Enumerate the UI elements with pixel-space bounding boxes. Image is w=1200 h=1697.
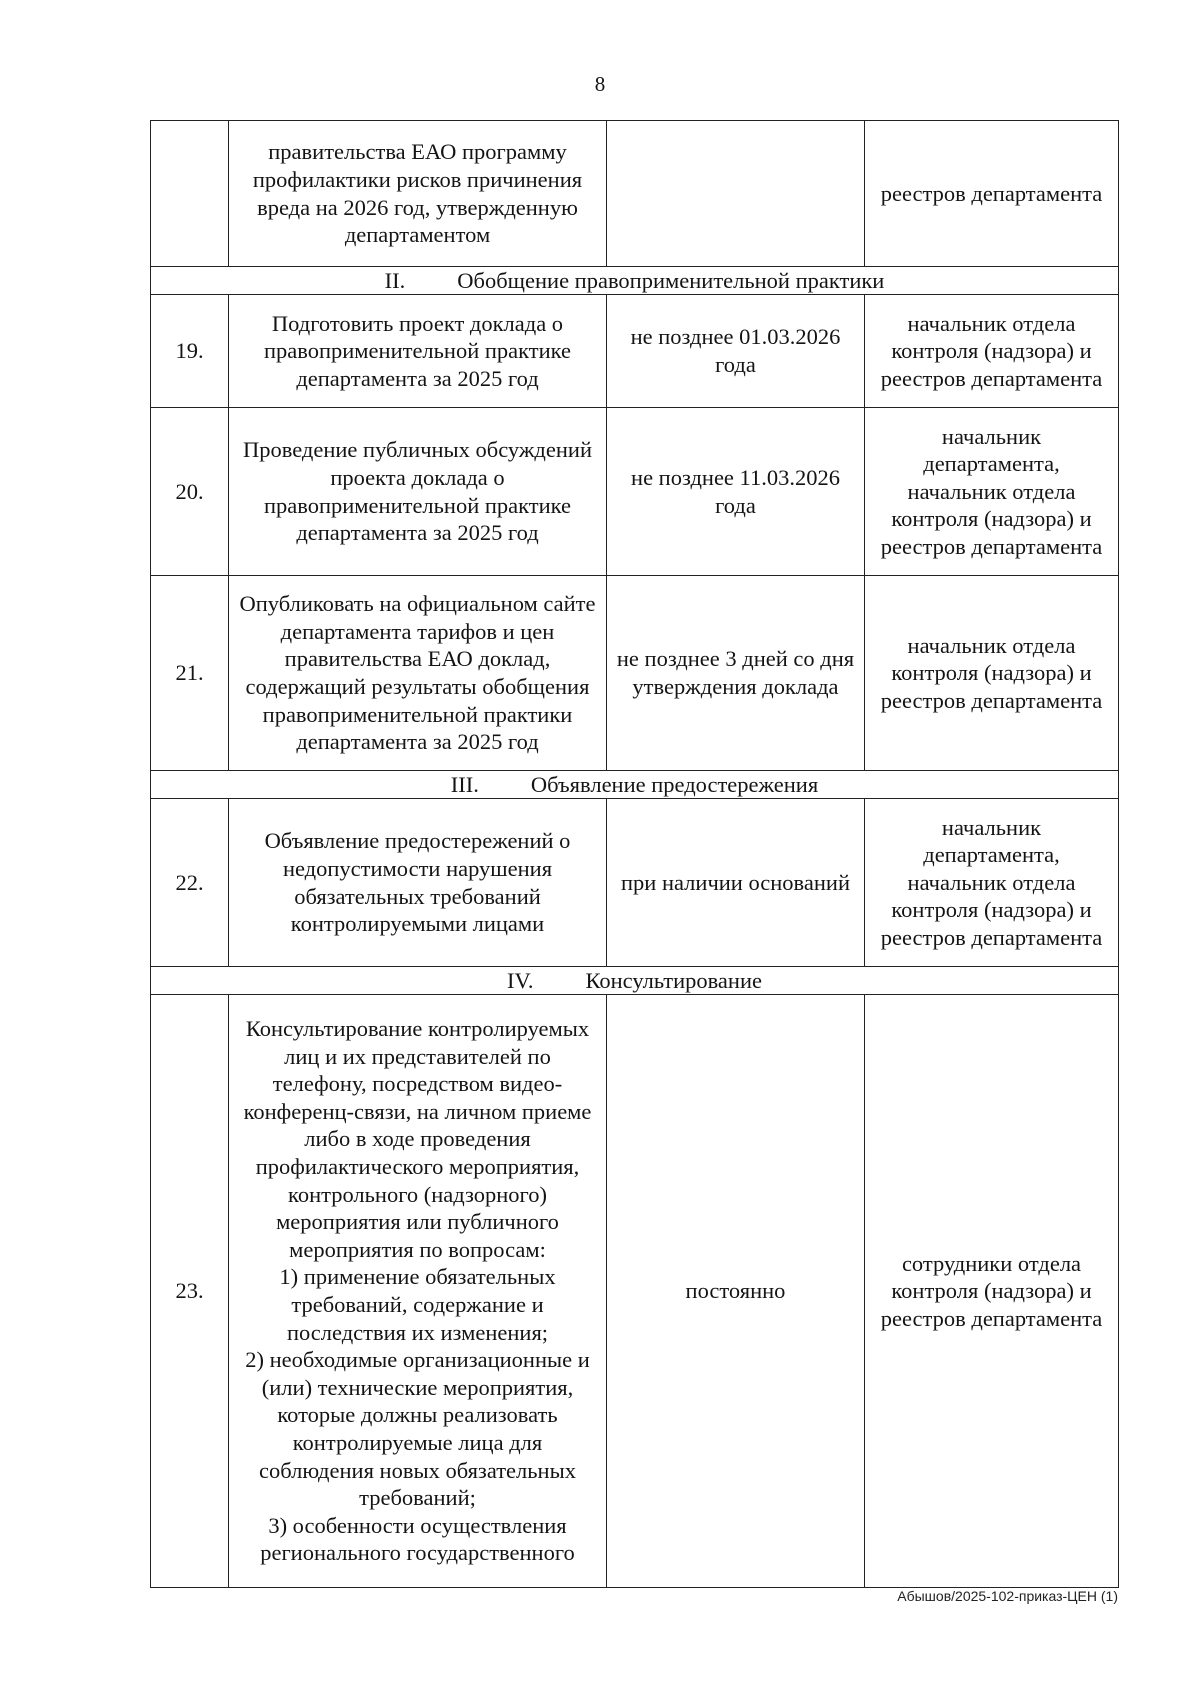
deadline-cell: не позднее 11.03.2026 года — [607, 408, 865, 576]
section-number: III. — [450, 772, 479, 797]
table-row — [151, 408, 1119, 576]
responsible-cell: начальник департамента, начальник отдела контроля (надзора) и реестров департамента — [865, 408, 1119, 576]
section-header — [151, 267, 1119, 295]
section-header-row — [151, 967, 1119, 995]
responsible-cell: сотрудники отдела контроля (надзора) и реестров департамента — [865, 995, 1119, 1588]
table-row — [151, 995, 1119, 1588]
action-list-item: 3) особенности осуществления регионального государственного — [260, 1512, 575, 1566]
action-cell: Проведение публичных обсуждений проекта доклада о правоприменительной практике департамента за 2025 год — [229, 408, 607, 576]
action-paragraph: Консультирование контролируемых лиц и их представителей по телефону, посредством видео-конференц-связи, на личном приеме либо в ходе проведения профилактического мероприятия, контрольного (надзорного) мероприятия или публичного мероприятия по вопросам: — [243, 1016, 592, 1262]
row-number-cell: 22. — [151, 799, 229, 967]
section-header-row — [151, 771, 1119, 799]
deadline-cell — [607, 121, 865, 267]
section-number: IV. — [507, 968, 534, 993]
row-number-cell: 23. — [151, 995, 229, 1588]
table-row — [151, 121, 1119, 267]
document-footer: Абышов/2025-102-приказ-ЦЕН (1) — [897, 1588, 1118, 1604]
prevention-plan-table — [150, 120, 1119, 1588]
page-number: 8 — [594, 72, 606, 96]
deadline-cell: не позднее 3 дней со дня утверждения доклада — [607, 576, 865, 771]
section-title: Консультирование — [585, 968, 762, 993]
table-row — [151, 799, 1119, 967]
action-list-item: 1) применение обязательных требований, содержание и последствия их изменения; — [279, 1264, 556, 1345]
deadline-cell: при наличии оснований — [607, 799, 865, 967]
responsible-cell: начальник отдела контроля (надзора) и реестров департамента — [865, 295, 1119, 408]
action-cell — [229, 995, 607, 1588]
responsible-cell: начальник отдела контроля (надзора) и реестров департамента — [865, 576, 1119, 771]
section-header — [151, 771, 1119, 799]
action-cell: Подготовить проект доклада о правоприменительной практике департамента за 2025 год — [229, 295, 607, 408]
table-row — [151, 295, 1119, 408]
row-number-cell: 20. — [151, 408, 229, 576]
section-header-row — [151, 267, 1119, 295]
action-cell: Опубликовать на официальном сайте департамента тарифов и цен правительства ЕАО доклад, содержащий результаты обобщения правоприменительной практики департамента за 2025 год — [229, 576, 607, 771]
deadline-cell: постоянно — [607, 995, 865, 1588]
action-list-item: 2) необходимые организационные и (или) технические мероприятия, которые должны реализовать контролируемые лица для соблюдения новых обязательных требований; — [245, 1347, 590, 1511]
section-title: Обобщение правоприменительной практики — [457, 268, 885, 293]
section-number: II. — [384, 268, 406, 293]
action-cell: правительства ЕАО программу профилактики рисков причинения вреда на 2026 год, утвержденную департаментом — [229, 121, 607, 267]
row-number-cell: 21. — [151, 576, 229, 771]
deadline-cell: не позднее 01.03.2026 года — [607, 295, 865, 408]
responsible-cell: реестров департамента — [865, 121, 1119, 267]
row-number-cell: 19. — [151, 295, 229, 408]
row-number-cell — [151, 121, 229, 267]
responsible-cell: начальник департамента, начальник отдела контроля (надзора) и реестров департамента — [865, 799, 1119, 967]
table-row — [151, 576, 1119, 771]
section-title: Объявление предостережения — [530, 772, 819, 797]
action-cell: Объявление предостережений о недопустимости нарушения обязательных требований контролируемыми лицами — [229, 799, 607, 967]
section-header — [151, 967, 1119, 995]
